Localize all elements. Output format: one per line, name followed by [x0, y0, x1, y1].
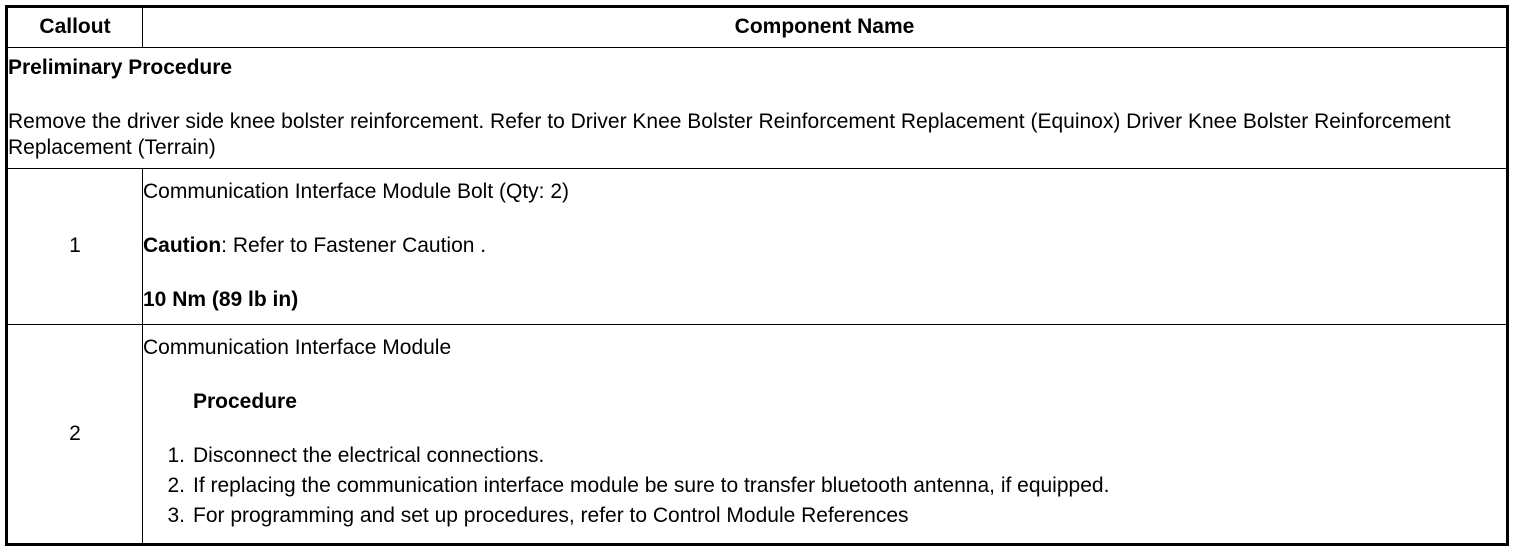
- preliminary-title: Preliminary Procedure: [8, 55, 233, 79]
- list-item: [167, 503, 1506, 529]
- table-row: [7, 169, 1508, 325]
- procedure-table: [5, 5, 1509, 546]
- header-row: [7, 7, 1508, 48]
- caution-label: Caution: [143, 234, 222, 258]
- component-name: Communication Interface Module: [143, 335, 452, 359]
- step-number: 1.: [167, 443, 185, 467]
- step-text: Disconnect the electrical connections.: [193, 443, 545, 467]
- list-item: [167, 473, 1506, 499]
- step-number: 2.: [167, 473, 185, 497]
- callout-number: 2: [7, 324, 143, 544]
- step-number: 3.: [167, 503, 185, 527]
- preliminary-text: Remove the driver side knee bolster reinforcement. Refer to Driver Knee Bolster Reinforcement Replacement (Equinox) Driver Knee Bolster Reinforcement Replacement (Terrain): [8, 109, 1451, 159]
- preliminary-row: [7, 47, 1508, 169]
- step-text: For programming and set up procedures, refer to Control Module References: [193, 503, 909, 527]
- component-cell: [143, 324, 1508, 544]
- component-cell: [143, 169, 1508, 325]
- torque-spec: 10 Nm (89 lb in): [143, 288, 299, 312]
- caution-text: : Refer to Fastener Caution .: [221, 234, 487, 258]
- caution-line: [143, 233, 1506, 259]
- preliminary-cell: [7, 47, 1508, 169]
- callout-header: Callout: [7, 7, 143, 48]
- component-name-header: Component Name: [143, 7, 1508, 48]
- list-item: [167, 443, 1506, 469]
- procedure-steps: [143, 443, 1506, 529]
- step-text: If replacing the communication interface module be sure to transfer bluetooth antenna, if equipped.: [193, 473, 1110, 497]
- component-name: Communication Interface Module Bolt (Qty: 2): [143, 180, 570, 204]
- procedure-title: Procedure: [193, 389, 297, 413]
- callout-number: 1: [7, 169, 143, 325]
- table-row: [7, 324, 1508, 544]
